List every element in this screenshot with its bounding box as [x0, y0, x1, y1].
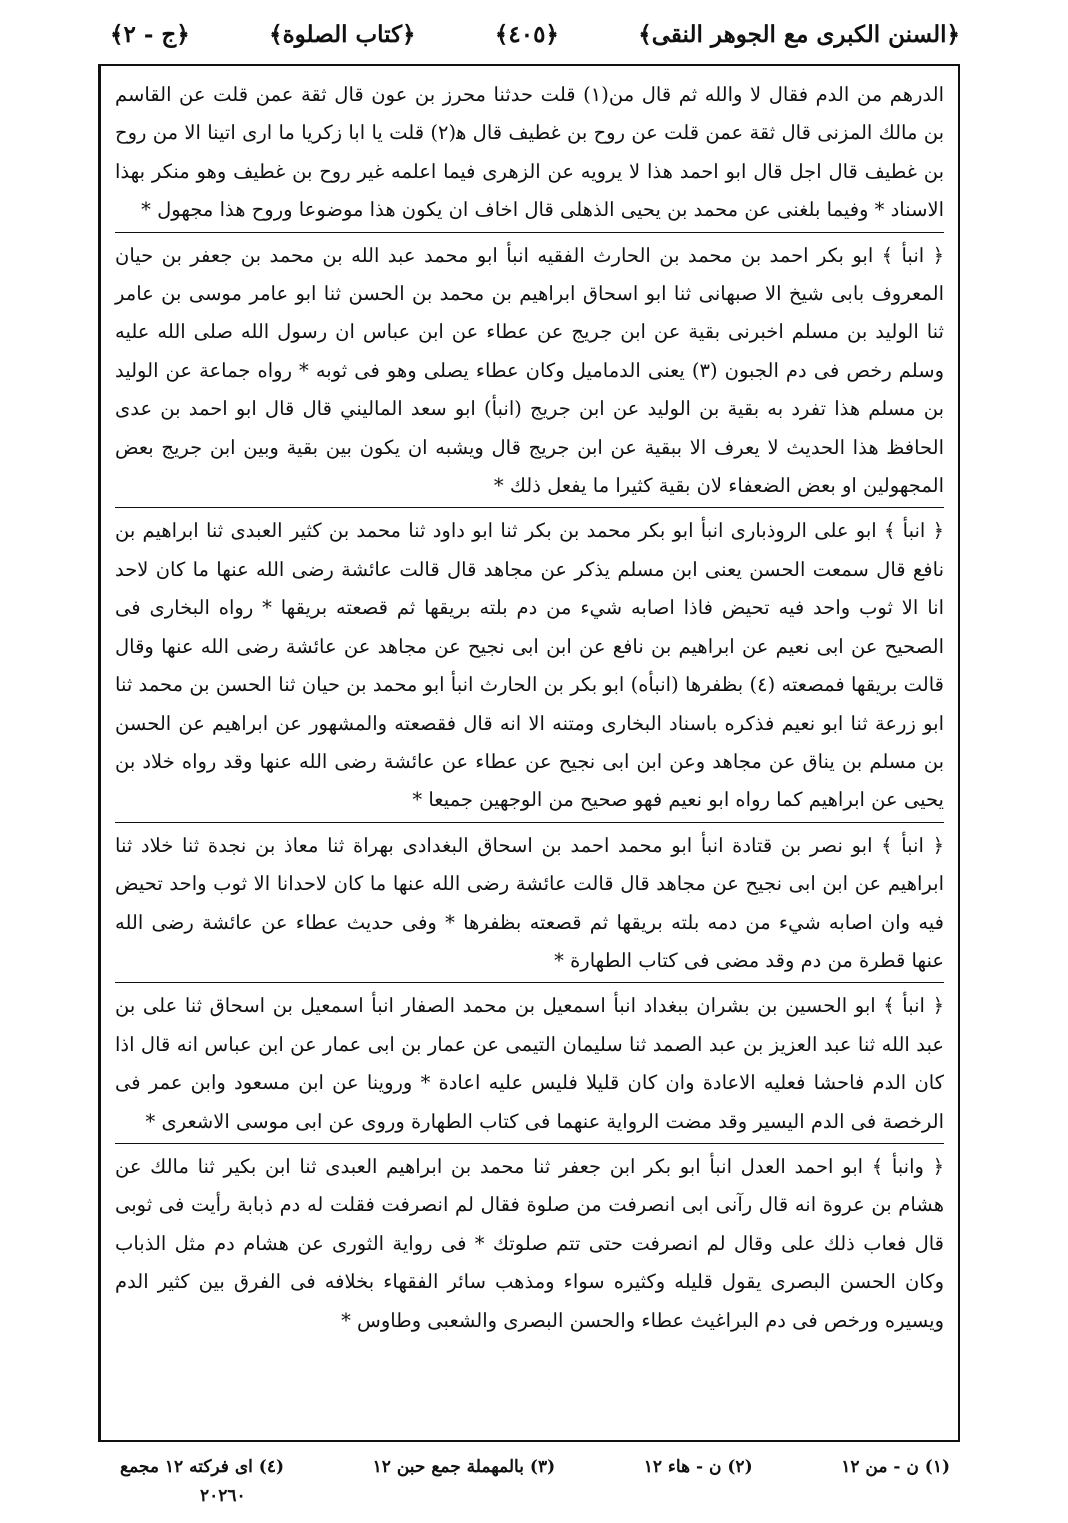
footnote: (٤) اى فركته ١٢ مجمع: [120, 1457, 285, 1477]
divider: [115, 232, 944, 233]
book-title: ﴿السنن الكبرى مع الجوهر النقى﴾: [638, 20, 960, 48]
paragraph: ﴿ انبأ ﴾ ابو الحسين بن بشران ببغداد انبأ اسمعيل بن محمد الصفار انبأ اسمعيل بن اسحاق ثنا على بن عبد الله ثنا عبد العزيز بن عبد الصمد ثنا سليمان التيمى عن عمار بن ابى عمار عن ابن عباس انه قال اذا كان الدم فاحشا فعليه الاعادة وان كان قليلا فليس عليه اعادة * وروينا عن ابن مسعود وابن عمر فى الرخصة فى الدم اليسير وقد مضت الرواية عنهما فى كتاب الطهارة وروى عن ابى موسى الاشعرى *: [115, 994, 944, 1133]
footnotes: [120, 1452, 950, 1482]
footnote: (١) ن - من ١٢: [841, 1457, 950, 1477]
volume-label: ﴿ج - ٢﴾: [110, 20, 190, 48]
page-number: ﴿٤٠٥﴾: [494, 20, 559, 48]
paragraph: ﴿ وانبأ ﴾ ابو احمد العدل انبأ ابو بكر ابن جعفر ثنا محمد بن ابراهيم العبدى ثنا ابن بكير ثنا مالك عن هشام بن عروة انه قال رآنى ابى انصرفت من صلوة فقال لم انصرفت فقلت له دم ذبابة رأيت فى ثوبى قال فعاب ذلك على وقال لم انصرفت حتى تتم صلوتك * فى رواية الثورى عن هشام دم مثل الذباب وكان الحسن البصرى يقول قليله وكثيره سواء ومذهب سائر الفقهاء بخلافه فى الفرق بين كثير الدم ويسيره ورخص فى دم البراغيث عطاء والحسن البصرى والشعبى وطاوس *: [115, 1154, 944, 1332]
paragraph: ﴿ انبأ ﴾ ابو نصر بن قتادة انبأ ابو محمد احمد بن اسحاق البغدادى بهراة ثنا معاذ بن نجدة ثنا خلاد ثنا ابراهيم عن ابن ابى نجيح عن مجاهد قال قالت عائشة رضى الله عنها ما كان لاحدانا الا ثوب واحد تحيض فيه وان اصابه شيء من دمه بلته بريقها ثم قصعته بظفرها * وفى حديث عطاء عن عائشة رضى الله عنها قطرة من دم وقد مضى فى كتاب الطهارة *: [115, 833, 944, 972]
footnote: (٣) بالمهملة جمع حبن ١٢: [372, 1457, 556, 1477]
main-text-frame: [98, 64, 960, 1442]
paragraph: ﴿ انبأ ﴾ ابو على الروذبارى انبأ ابو بكر محمد بن بكر ثنا ابو داود ثنا محمد بن كثير العبدى ثنا ابراهيم بن نافع قال سمعت الحسن يعنى ابن مسلم يذكر عن مجاهد قال قالت عائشة رضى الله عنها ما كان لاحد انا الا ثوب واحد فيه تحيض فاذا اصابه شيء من دم بلته بريقها ثم قصعته بريقها * رواه البخارى فى الصحيح عن ابى نعيم عن ابراهيم بن نافع عن ابن ابى نجيح عن مجاهد عن عائشة رضى الله عنها وقال قالت بريقها فمصعته (٤) بظفرها (انبأه) ابو بكر بن الحارث انبأ ابو محمد بن حيان ثنا الحسن بن محمد ثنا ابو زرعة ثنا ابو نعيم فذكره باسناد البخارى ومتنه الا انه قال فقصعته والمشهور عن ابراهيم عن الحسن بن مسلم بن يناق عن مجاهد وعن ابن ابى نجيح عن عطاء عن عائشة رضى الله عنها وقد رواه خلاد بن يحيى عن ابراهيم كما رواه ابو نعيم فهو صحيح من الوجهين جميعا *: [115, 519, 945, 812]
divider: [115, 822, 944, 823]
section-title: ﴿كتاب الصلوة﴾: [269, 20, 416, 48]
running-header: [110, 14, 960, 54]
paragraph: الدرهم من الدم فقال لا والله ثم قال من(١) قلت حدثنا محرز بن عون قال ثقة عمن قلت عن القاسم بن مالك المزنى قال ثقة عمن قلت عن روح بن غطيف قال ه‍(٢) قلت يا ابا زكريا ما ارى اتينا الا من روح بن غطيف قال اجل قال ابو احمد هذا لا يرويه عن الزهرى فيما اعلمه غير روح بن غطيف وهو منكر بهذا الاسناد * وفيما بلغنى عن محمد بن يحيى الذهلى قال اخاف ان يكون هذا موضوعا وروح هذا مجهول *: [115, 83, 944, 222]
footnote: (٢) ن - هاء ١٢: [643, 1457, 753, 1477]
divider: [115, 1143, 944, 1144]
divider: [115, 982, 944, 983]
divider: [115, 507, 944, 508]
print-number: ٢٠٢٦٠: [200, 1486, 246, 1506]
paragraph: ﴿ انبأ ﴾ ابو بكر احمد بن محمد بن الحارث الفقيه انبأ ابو محمد عبد الله بن محمد بن جعفر بن حيان المعروف بابى شيخ الا صبهانى ثنا ابو اسحاق ابراهيم بن محمد بن الحسن ثنا ابو عامر موسى بن عامر ثنا الوليد بن مسلم اخبرنى بقية عن ابن جريج عن عطاء عن ابن عباس ان رسول الله صلى الله عليه وسلم رخص فى دم الجبون (٣) يعنى الدماميل وكان عطاء يصلى وهو فى ثوبه * رواه جماعة عن الوليد بن مسلم هذا تفرد به بقية بن الوليد عن ابن جريج (انبأ) ابو سعد الماليني قال قال ابو احمد بن عدى الحافظ هذا الحديث لا يعرف الا ببقية عن ابن جريج قال ويشبه ان يكون بين بقية وبين ابن جريج بعض المجهولين او بعض الضعفاء لان بقية كثيرا ما يفعل ذلك *: [115, 243, 944, 498]
